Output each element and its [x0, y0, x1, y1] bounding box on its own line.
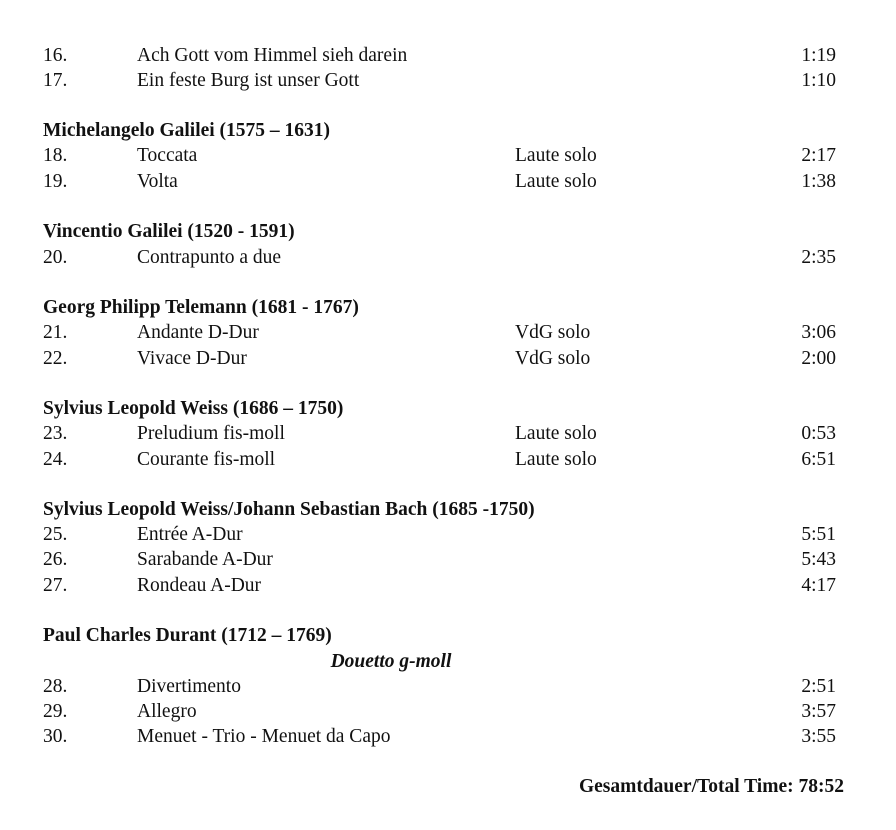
track-title: Contrapunto a due: [137, 247, 282, 268]
track-row: [0, 573, 896, 598]
track-title: Toccata: [137, 145, 198, 166]
track-title: Courante fis-moll: [137, 449, 276, 470]
track-time: 5:43: [801, 549, 836, 570]
track-number: 25.: [43, 524, 68, 545]
track-title: Preludium fis-moll: [137, 423, 285, 444]
composer-heading: [0, 295, 896, 320]
track-time: 3:57: [801, 701, 836, 722]
composer-name: Sylvius Leopold Weiss/Johann Sebastian Bach (1685 -1750): [43, 499, 535, 520]
track-row: [0, 724, 896, 749]
track-title: Allegro: [137, 701, 197, 722]
composer-heading: [0, 118, 896, 143]
track-instrument: Laute solo: [515, 171, 597, 192]
track-number: 17.: [43, 70, 68, 91]
track-time: 1:38: [801, 171, 836, 192]
track-row: [0, 346, 896, 371]
total-time: Gesamtdauer/Total Time: 78:52: [578, 776, 844, 797]
track-time: 2:00: [801, 348, 836, 369]
track-time: 5:51: [801, 524, 836, 545]
composer-heading: [0, 623, 896, 648]
composer-name: Georg Philipp Telemann (1681 - 1767): [43, 297, 359, 318]
track-time: 2:17: [801, 145, 836, 166]
composer-name: Sylvius Leopold Weiss (1686 – 1750): [43, 398, 344, 419]
composer-heading: [0, 396, 896, 421]
track-time: 1:19: [801, 45, 836, 66]
track-row: [0, 699, 896, 724]
track-number: 18.: [43, 145, 68, 166]
track-row: [0, 320, 896, 345]
track-instrument: Laute solo: [515, 449, 597, 470]
composer-heading: [0, 219, 896, 244]
track-row: [0, 421, 896, 446]
composer-heading: [0, 497, 896, 522]
track-number: 16.: [43, 45, 68, 66]
track-number: 28.: [43, 676, 68, 697]
track-title: Entrée A-Dur: [137, 524, 243, 545]
track-number: 27.: [43, 575, 68, 596]
track-row: [0, 522, 896, 547]
track-title: Sarabande A-Dur: [137, 549, 273, 570]
track-time: 4:17: [801, 575, 836, 596]
track-title: Volta: [137, 171, 178, 192]
track-row: [0, 68, 896, 93]
track-number: 26.: [43, 549, 68, 570]
track-title: Rondeau A-Dur: [137, 575, 262, 596]
composer-name: Paul Charles Durant (1712 – 1769): [43, 625, 332, 646]
track-row: [0, 169, 896, 194]
track-number: 20.: [43, 247, 68, 268]
track-instrument: VdG solo: [515, 322, 591, 343]
composer-name: Vincentio Galilei (1520 - 1591): [43, 221, 295, 242]
total-time-row: [0, 774, 896, 799]
track-title: Andante D-Dur: [137, 322, 259, 343]
track-title: Vivace D-Dur: [137, 348, 247, 369]
track-instrument: VdG solo: [515, 348, 591, 369]
track-instrument: Laute solo: [515, 145, 597, 166]
track-number: 22.: [43, 348, 68, 369]
track-time: 3:55: [801, 726, 836, 747]
track-time: 1:10: [801, 70, 836, 91]
track-row: [0, 674, 896, 699]
track-row: [0, 547, 896, 572]
work-title: Douetto g-moll: [330, 651, 452, 672]
track-title: Ach Gott vom Himmel sieh darein: [137, 45, 408, 66]
track-number: 24.: [43, 449, 68, 470]
track-time: 6:51: [801, 449, 836, 470]
track-number: 21.: [43, 322, 68, 343]
track-number: 19.: [43, 171, 68, 192]
track-row: [0, 447, 896, 472]
track-number: 29.: [43, 701, 68, 722]
track-number: 23.: [43, 423, 68, 444]
track-row: [0, 143, 896, 168]
track-number: 30.: [43, 726, 68, 747]
composer-name: Michelangelo Galilei (1575 – 1631): [43, 120, 331, 141]
track-time: 0:53: [801, 423, 836, 444]
track-time: 3:06: [801, 322, 836, 343]
track-row: [0, 245, 896, 270]
track-row: [0, 43, 896, 68]
track-title: Ein feste Burg ist unser Gott: [137, 70, 360, 91]
track-instrument: Laute solo: [515, 423, 597, 444]
work-subheading: [0, 649, 896, 674]
track-title: Divertimento: [137, 676, 241, 697]
track-time: 2:35: [801, 247, 836, 268]
track-title: Menuet - Trio - Menuet da Capo: [137, 726, 391, 747]
track-time: 2:51: [801, 676, 836, 697]
